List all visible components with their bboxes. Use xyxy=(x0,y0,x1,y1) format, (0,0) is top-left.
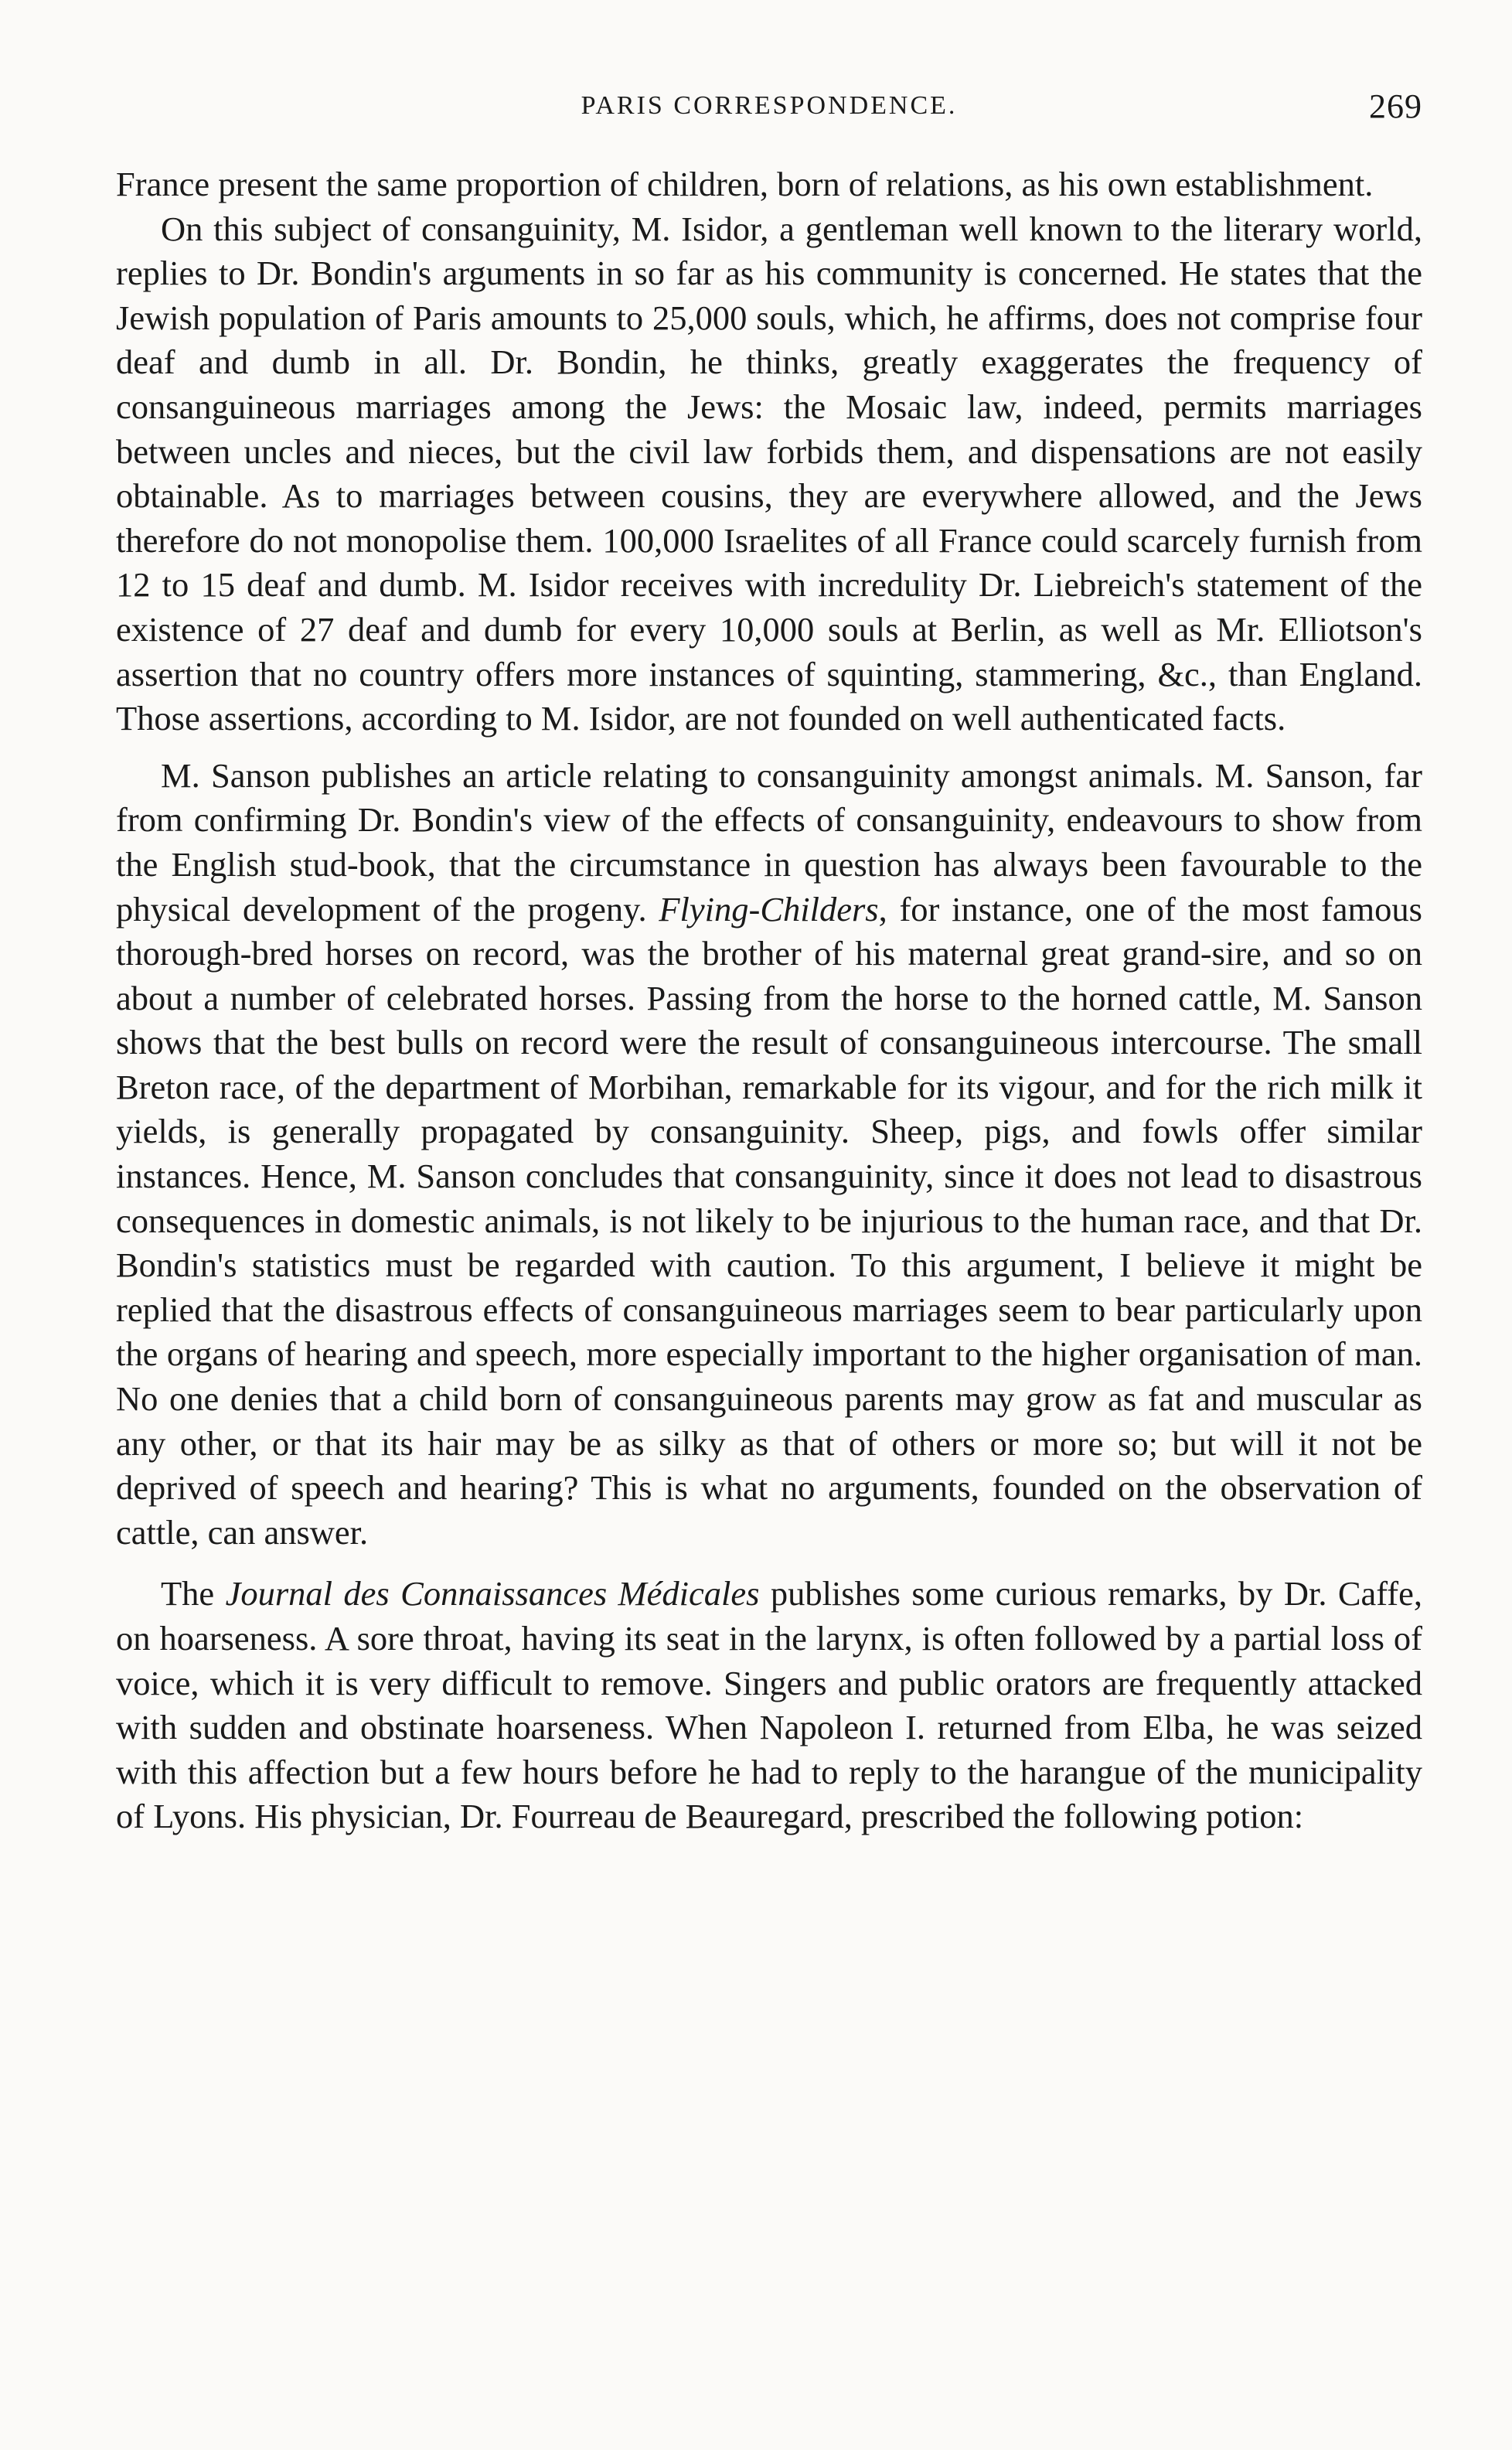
page-body xyxy=(116,162,1422,1839)
paragraph-text: On this subject of consanguinity, M. Isidor, a gentleman well known to the literary world, replies to Dr. Bondin's arguments in so far as his community is concerned. He states that the Jewish population of Paris amounts to 25,000 souls, which, he affirms, does not comprise four deaf and dumb in all. Dr. Bondin, he thinks, greatly exaggerates the frequency of consanguineous marriages among the Jews: the Mosaic law, indeed, permits marriages between uncles and nieces, but the civil law forbids them, and dispensations are not easily obtainable. As to marriages between cousins, they are everywhere allowed, and the Jews therefore do not monopolise them. 100,000 Israelites of all France could scarcely furnish from 12 to 15 deaf and dumb. M. Isidor receives with incredulity Dr. Liebreich's statement of the existence of 27 deaf and dumb for every 10,000 souls at Berlin, as well as Mr. Elliotson's assertion that no country offers more instances of squinting, stammering, &c., than England. Those assertions, according to M. Isidor, are not founded on well authenticated facts. xyxy=(116,209,1422,738)
horse-name-italic: Flying-Childers xyxy=(659,889,879,929)
paragraph-hoarseness xyxy=(116,1572,1422,1839)
page-header xyxy=(116,87,1422,133)
paragraph-text-before: M. Sanson publishes an article relating to consanguinity amongst animals. M. Sanson, far from confirming Dr. Bondin's view of the effects of consanguinity, endeavours to show from the English stud-book, that the circumstance in question has always been favourable to the physical development of the progeny. xyxy=(116,755,1422,929)
page-number: 269 xyxy=(1369,87,1422,125)
paragraph-text-after: , for instance, one of the most famous thorough-bred horses on record, was the brother of his maternal great grand-sire, and so on about a number of celebrated horses. Passing from the horse to the horned cattle, M. Sanson shows that the best bulls on record were the result of consanguineous intercourse. The small Breton race, of the department of Morbihan, remarkable for its vigour, and for the rich milk it yields, is generally propagated by consanguinity. Sheep, pigs, and fowls offer similar instances. Hence, M. Sanson concludes that consanguinity, since it does not lead to disastrous consequences in domestic animals, is not likely to be injurious to the human race, and that Dr. Bondin's statistics must be regarded with caution. To this argument, I believe it might be replied that the disastrous effects of consanguineous marriages seem to bear particularly upon the organs of hearing and speech, more especially important to the higher organisation of man. No one denies that a child born of consanguineous parents may grow as fat and muscular as any other, or that its hair may be as silky as that of others or more so; but will it not be deprived of speech and hearing? This is what no arguments, founded on the observation of cattle, can answer. xyxy=(116,889,1422,1552)
paragraph-isidor xyxy=(116,207,1422,741)
running-head: PARIS CORRESPONDENCE. xyxy=(581,91,958,120)
paragraph-sanson xyxy=(116,754,1422,1556)
paragraph-continuation xyxy=(116,162,1422,207)
paragraph-text-before: The xyxy=(161,1574,226,1613)
journal-title-italic: Journal des Connaissances Médicales xyxy=(225,1574,760,1613)
paragraph-text-after: publishes some curious remarks, by Dr. Caffe, on hoarseness. A sore throat, having its seat in the larynx, is often followed by a partial loss of voice, which it is very difficult to remove. Singers and public orators are frequently attacked with sudden and obstinate hoarseness. When Napoleon I. returned from Elba, he was seized with this affection but a few hours before he had to reply to the harangue of the municipality of Lyons. His physician, Dr. Fourreau de Beauregard, prescribed the following potion: xyxy=(116,1574,1422,1836)
paragraph-gap xyxy=(116,741,1422,754)
paragraph-text: France present the same proportion of children, born of relations, as his own establishment. xyxy=(116,165,1374,203)
paragraph-gap xyxy=(116,1555,1422,1572)
